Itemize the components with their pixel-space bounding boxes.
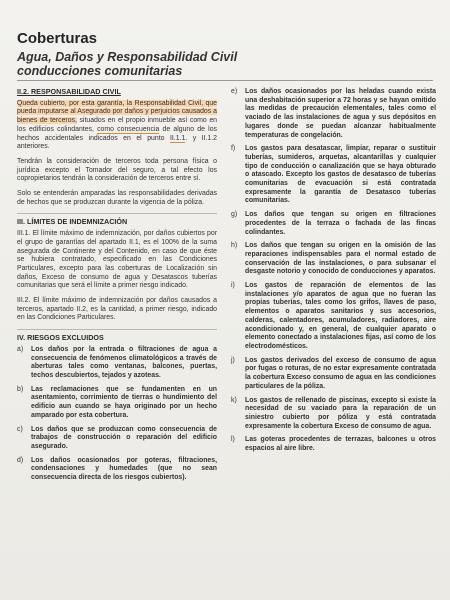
list-item	[231, 242, 436, 277]
underlined-text-1: como consecuencia	[97, 125, 160, 133]
list-item-letter: h)	[231, 242, 238, 250]
list-item-text: Las goteras procedentes de terrazas, balcones u otros espacios al aire libre.	[245, 436, 436, 453]
rc-text-a: situados en el propio inmueble así como en los edificios colindantes,	[17, 117, 217, 133]
list-item-letter: k)	[231, 396, 237, 404]
underlined-reference: II.1.1	[169, 134, 186, 142]
list-item-text: Las reclamaciones que se fundamenten en un asentamiento, corrimiento de tierras o hundimiento del edificio aun cuando se haya originado por un hecho amparado por esta cobertura.	[31, 385, 217, 419]
list-item	[231, 282, 436, 352]
list-item	[231, 436, 436, 453]
list-item	[231, 397, 436, 432]
list-item	[17, 426, 217, 452]
subtitle-line-1: Agua, Daños y Responsabilidad Civil	[17, 50, 238, 64]
page-title: Coberturas	[17, 30, 98, 47]
list-item-text: Los daños ocasionados por goteras, filtraciones, condensaciones y humedades (que no sean consecuencia directa de los riesgos cubiertos).	[31, 456, 217, 482]
list-item	[17, 386, 217, 421]
list-item	[231, 211, 436, 237]
list-item-text: Los daños que tengan su origen en filtraciones procedentes de la terraza o fachada de las fincas colindantes.	[245, 211, 436, 236]
list-item-letter: b)	[17, 385, 24, 393]
document-header	[17, 30, 437, 78]
page-subtitle	[17, 50, 437, 78]
list-item-text: Los daños por la entrada o filtraciones de agua a consecuencia de fenómenos climatológicos a través de aberturas tales como ventanas, balcones, puertas, techos descubiertos, tejados y azoteas.	[31, 345, 217, 379]
section-heading-rc: II.2. RESPONSABILIDAD CIVIL	[17, 87, 121, 96]
list-item-text: Los daños que se produzcan como consecuencia de trabajos de construcción o reparación del edificio asegurado.	[31, 425, 217, 450]
section-divider	[17, 329, 217, 330]
rc-paragraph-1	[17, 100, 217, 152]
rc-paragraph-2: Tendrán la consideración de terceros toda persona física o jurídica excepto el Tomador del seguro, a tal efecto los copropietarios tendrán la consideración de terceros entre sí.	[17, 157, 217, 183]
section-heading-limits: III. LÍMITES DE INDEMNIZACIÓN	[17, 217, 128, 227]
list-item	[17, 346, 217, 381]
list-item-letter: d)	[17, 456, 24, 464]
list-item-letter: g)	[231, 211, 238, 219]
header-divider	[17, 80, 433, 81]
list-item-letter: f)	[231, 145, 236, 153]
right-column	[231, 88, 436, 459]
list-item-text: Los gastos para desatascar, limpiar, reparar o sustituir tuberías, sumideros, arquetas, alcantarillas y cualquier tipo de conducción o canalización que se haya obturado o atascado. Excepto los gastos de desatasco de tuberías comunitarias de evacuación si está contratada expresamente la garantía de Desatasco tuberías comunitarias.	[245, 145, 436, 205]
limits-paragraph-2: III.2. El límite máximo de indemnización por daños causados a terceros, apartado II.2, es la cantidad, a primer riesgo, indicado en las Condiciones Particulares.	[17, 297, 217, 322]
list-item-text: Los daños que tengan su origen en la omisión de las reparaciones indispensables para el normal estado de conservación de las instalaciones, o para subsanar el desgaste notorio y conocido de conducciones y aparatos.	[245, 242, 436, 276]
list-item-letter: j)	[231, 356, 235, 364]
rc-text-b: de alguno de los hechos accidentales indicados en el punto	[17, 125, 217, 142]
list-item-text: Los gastos derivados del exceso de consumo de agua por fugas o roturas, de no estar expresamente contratada la cobertura Exceso consumo de agua en las condiciones particulares de la póliza.	[245, 356, 436, 390]
subtitle-line-2: conducciones comunitarias	[17, 64, 183, 78]
limits-paragraph-1: III.1. El límite máximo de indemnización, por daños cubiertos por el grupo de garantías del apartado II.1, es el 100% de la suma asegurada de Continente y del Contenido, en caso de que éste se hubiera contratado, especificado en las Condiciones Particulares, excepto para las coberturas de Localización sin daños, Exceso de consumo de agua y Desatascos tuberías comunitarias que será el límite a primer riesgo indicado.	[17, 230, 217, 290]
left-column	[17, 88, 217, 488]
list-item	[231, 88, 436, 140]
list-item-letter: i)	[231, 282, 235, 290]
list-item-letter: a)	[17, 345, 24, 353]
list-item	[231, 145, 436, 206]
list-item-letter: c)	[17, 425, 23, 433]
list-item-letter: l)	[231, 436, 235, 444]
list-item-text: Los gastos de reparación de elementos de las instalaciones y/o aparatos de agua que no fueran las propias tuberías, tales como los grifos, llaves de paso, elementos o aparatos sanitarios y sus accesorios, calderas, calentadores, acumuladores, radiadores, aire acondicionado y, en general, de cualquier aparato o elemento conectado a instalaciones fijas, así como de los electrodomésticos.	[245, 282, 436, 350]
section-heading-exclusions: IV. RIESGOS EXCLUIDOS	[17, 333, 104, 343]
rc-paragraph-3: Solo se entenderán amparadas las responsabilidades derivadas de hechos que se produzcan durante la vigencia de la póliza.	[17, 190, 217, 206]
list-item	[17, 457, 217, 483]
highlighted-text-1: Queda cubierto, por esta garantía, la Responsabilidad Civil, que pueda imputarse al Asegurado por daños y perjuicios causados a bienes de terceros,	[17, 99, 217, 125]
list-item-text: Los gastos de rellenado de piscinas, excepto si existe la necesidad de su vaciado para la reparación de un siniestro cubierto por póliza y está contratada expresamente la cobertura Exceso de consumo de agua.	[245, 396, 436, 430]
section-divider	[17, 213, 217, 214]
list-item-letter: e)	[231, 88, 238, 95]
list-item-text: Los daños ocasionados por las heladas cuando exista una deshabitación superior a 72 horas y se hayan omitido las medidas de precaución elementales, tales como el vaciado de las instalaciones de agua y sus depósitos en lugares donde se puedan alcanzar habitualmente temperaturas de congelación.	[245, 88, 436, 139]
list-item	[231, 357, 436, 392]
rc-text-c: . y II.1.2 anteriores.	[17, 134, 217, 151]
